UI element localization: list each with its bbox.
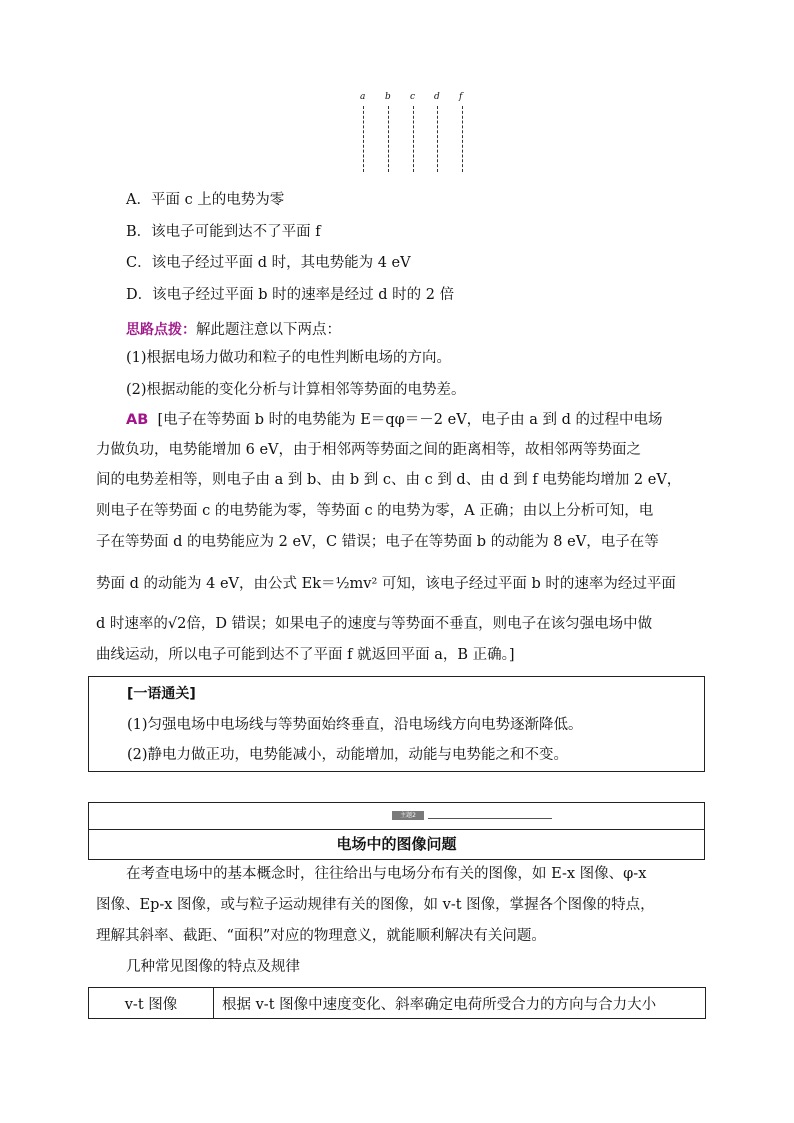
answer-line-3: 间的电势差相等，则电子由 a 到 b、由 b 到 c、由 c 到 d、由 d 到 f 电势能均增加 2 eV， <box>96 472 682 488</box>
plane-line-f <box>462 106 463 172</box>
hint-point-2: (2)根据动能的变化分析与计算相邻等势面的电势差。 <box>126 382 466 398</box>
graph-features-table <box>88 987 706 1019</box>
plane-line-c <box>413 106 414 172</box>
topic-tag <box>392 811 552 820</box>
topic-divider <box>89 829 704 830</box>
option-a: A．平面 c 上的电势为零 <box>126 192 285 208</box>
plane-label-f: f <box>459 92 463 102</box>
answer-line-6: 势面 d 的动能为 4 eV，由公式 Ek＝½mv² 可知，该电子经过平面 b 时的速率为经过平面 <box>96 576 676 592</box>
summary-point-2: (2)静电力做正功，电势能减小，动能增加，动能与电势能之和不变。 <box>127 747 569 763</box>
topic-tag-rule <box>428 818 552 819</box>
topic-heading: 电场中的图像问题 <box>336 835 457 853</box>
answer-line-1 <box>126 410 701 430</box>
plane-label-c: c <box>410 92 416 102</box>
answer-line-5: 子在等势面 d 的电势能应为 2 eV，C 错误；电子在等势面 b 的动能为 8 eV，电子在等 <box>96 534 659 550</box>
option-c: C．该电子经过平面 d 时，其电势能为 4 eV <box>126 255 411 271</box>
plane-line-a <box>363 106 364 172</box>
hint-point-1: (1)根据电场力做功和粒子的电性判断电场的方向。 <box>126 350 452 366</box>
summary-box <box>88 676 705 772</box>
intro-line-2: 图像、Ep-x 图像，或与粒子运动规律有关的图像，如 v-t 图像，掌握各个图像的特点， <box>96 897 655 913</box>
option-d: D．该电子经过平面 b 时的速率是经过 d 时的 2 倍 <box>126 287 455 303</box>
answer-line-7: d 时速率的√2倍，D 错误；如果电子的速度与等势面不垂直，则电子在该匀强电场中做 <box>96 616 653 632</box>
table-cell-key: v-t 图像 <box>89 988 214 1019</box>
answer-line-8: 曲线运动，所以电子可能到达不了平面 f 就返回平面 a，B 正确。] <box>96 647 515 663</box>
equipotential-planes-figure <box>350 92 480 182</box>
hint-text: 解此题注意以下两点： <box>196 322 341 338</box>
summary-title: [一语通关] <box>127 686 196 702</box>
intro-line-3: 理解其斜率、截距、“面积”对应的物理意义，就能顺利解决有关问题。 <box>96 928 546 944</box>
answer-line-1-text: [电子在等势面 b 时的电势能为 E＝qφ＝－2 eV，电子由 a 到 d 的过程中电场 <box>157 412 663 428</box>
answer-label: AB <box>126 412 149 428</box>
plane-line-d <box>437 106 438 172</box>
intro-subtitle: 几种常见图像的特点及规律 <box>126 959 300 975</box>
answer-line-4: 则电子在等势面 c 的电势能为零，等势面 c 的电势为零，A 正确；由以上分析可知，电 <box>96 503 654 519</box>
hint-line <box>126 318 341 339</box>
table-row <box>89 988 706 1019</box>
summary-point-1: (1)匀强电场中电场线与等势面始终垂直，沿电场线方向电势逐渐降低。 <box>127 717 583 733</box>
option-b: B．该电子可能到达不了平面 f <box>126 224 321 240</box>
topic-heading-box <box>88 802 705 860</box>
plane-label-d: d <box>434 92 440 102</box>
topic-tag-label: 主题2 <box>392 811 424 820</box>
intro-line-1: 在考查电场中的基本概念时，往往给出与电场分布有关的图像，如 E-x 图像、φ-x <box>126 866 647 882</box>
answer-line-2: 力做负功，电势能增加 6 eV，由于相邻两等势面之间的距离相等，故相邻两等势面之 <box>96 442 641 458</box>
plane-label-b: b <box>385 92 391 102</box>
table-cell-value: 根据 v-t 图像中速度变化、斜率确定电荷所受合力的方向与合力大小 <box>214 988 706 1019</box>
hint-title: 思路点拨： <box>126 322 196 338</box>
plane-line-b <box>388 106 389 172</box>
plane-label-a: a <box>360 92 366 102</box>
